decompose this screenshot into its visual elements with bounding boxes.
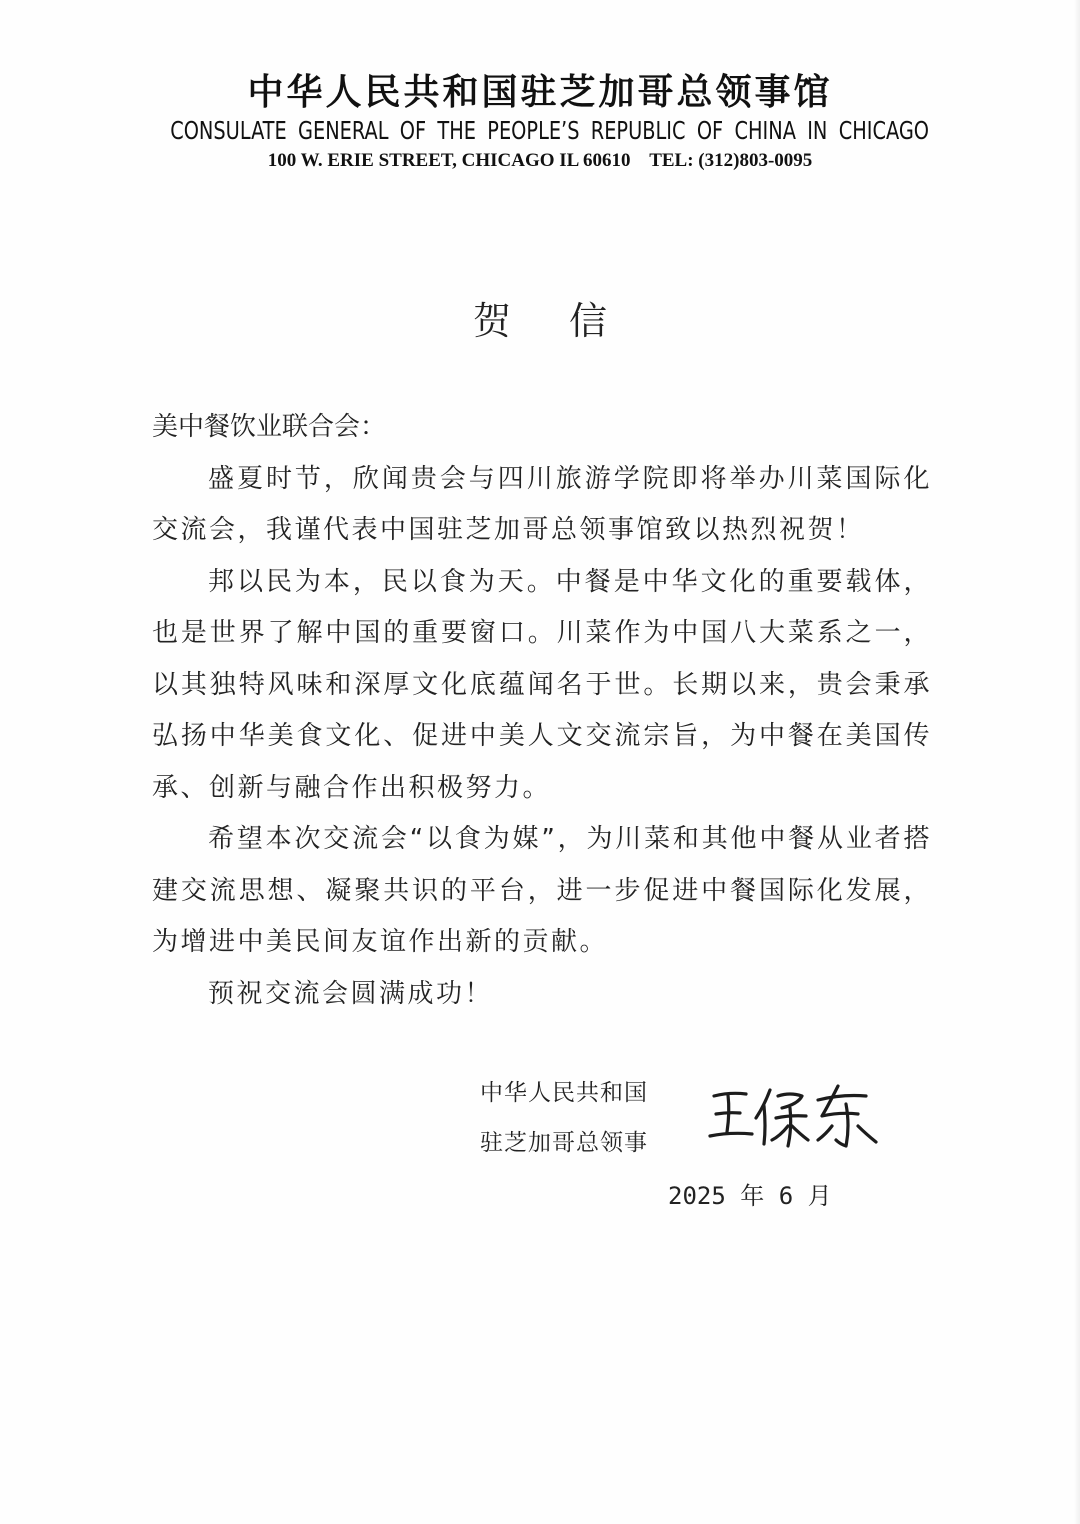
paragraph-3: 希望本次交流会“以食为媒”，为川菜和其他中餐从业者搭建交流思想、凝聚共识的平台，进一步促进中餐国际化发展，为增进中美民间友谊作出新的贡献。 <box>152 824 932 957</box>
document-title: 贺信 <box>472 299 665 343</box>
letter-body <box>152 402 932 1020</box>
page-edge-shadow <box>1074 0 1080 1524</box>
letterhead-english-name: CONSULATE GENERAL OF THE PEOPLE’S REPUBLIC OF CHINA IN CHICAGO <box>170 116 930 145</box>
paragraph-4: 预祝交流会圆满成功！ <box>208 978 494 1009</box>
paragraph-1: 盛夏时节，欣闻贵会与四川旅游学院即将举办川菜国际化交流会，我谨代表中国驻芝加哥总领事馆致以热烈祝贺！ <box>152 463 932 545</box>
letterhead-chinese-name: 中华人民共和国驻芝加哥总领事馆 <box>247 72 833 113</box>
salutation: 美中餐饮业联合会： <box>152 412 387 442</box>
handwritten-signature <box>706 1082 886 1152</box>
letter-date: 2025 年 6 月 <box>668 1182 832 1210</box>
paragraph-2: 邦以民为本，民以食为天。中餐是中华文化的重要载体，也是世界了解中国的重要窗口。川菜作为中国八大菜系之一，以其独特风味和深厚文化底蕴闻名于世。长期以来，贵会秉承弘扬中华美食文化、促进中美人文交流宗旨，为中餐在美国传承、创新与融合作出积极努力。 <box>152 566 932 803</box>
sender-line-1: 中华人民共和国 <box>480 1080 648 1106</box>
sender-line-2: 驻芝加哥总领事 <box>480 1130 648 1156</box>
letterhead-address: 100 W. ERIE STREET, CHICAGO IL 60610 TEL: (312)803-0095 <box>267 150 813 171</box>
